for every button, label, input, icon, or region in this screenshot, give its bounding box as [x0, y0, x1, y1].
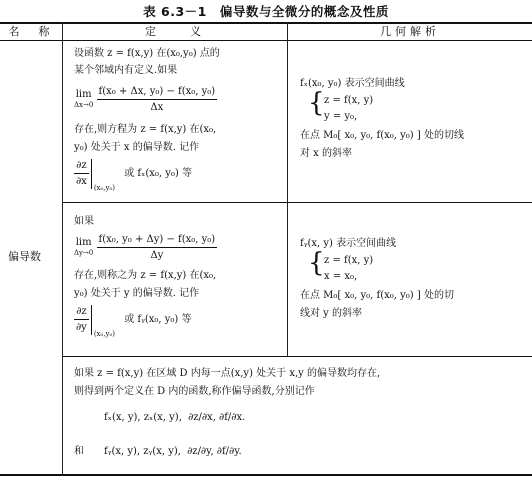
column-divider-2 [287, 22, 288, 356]
y-geo-line-3: 在点 M₀[ x₀, y₀, f(x₀, y₀) ] 处的切 [300, 290, 454, 301]
y-system-eq-2: x = x₀, [324, 271, 358, 282]
y-limit: lim Δy→0 [74, 236, 94, 257]
x-system-eq-2: y = y₀, [324, 111, 358, 122]
y-geo-line-1: fᵧ(x, y) 表示空间曲线 [300, 238, 397, 249]
full-line-1: 如果 z = f(x,y) 在区域 D 内每一点(x,y) 处关于 x,y 的偏导数均存在, [74, 368, 381, 379]
full-and-label: 和 [74, 446, 84, 457]
y-def-line-4: y₀) 处关于 y 的偏导数. 记作 [74, 288, 200, 299]
y-alt-notation: 或 fᵧ(x₀, y₀) 等 [124, 314, 192, 325]
x-def-line-1: 设函数 z = f(x,y) 在(x₀,y₀) 点的 [74, 48, 220, 59]
y-def-line-3: 存在,则称之为 z = f(x,y) 在(x₀, [74, 270, 217, 281]
row-rule-2 [62, 356, 532, 357]
y-partial-notation [74, 304, 192, 342]
x-def-line-5: y₀) 处关于 x 的偏导数. 记作 [74, 142, 200, 153]
x-system-brace: { [308, 88, 325, 118]
y-system-brace: { [308, 248, 325, 278]
x-partial-notation [74, 158, 192, 196]
x-geo-line-4: 对 x 的斜率 [300, 148, 352, 159]
y-eval-point: (x₀,y₀) [93, 330, 116, 338]
y-def-line-1: 如果 [74, 216, 94, 227]
column-divider-1 [62, 22, 63, 476]
row-rule-1 [62, 202, 532, 203]
x-system-eq-1: z = f(x, y) [324, 95, 374, 106]
y-partial-fraction: $\frac{\partial z}{\partial y}$ [76, 306, 87, 333]
x-limit: lim Δx→0 [74, 88, 94, 109]
y-limit-expression [74, 232, 217, 263]
bottom-rule [0, 474, 532, 476]
y-system-eq-1: z = f(x, y) [324, 255, 374, 266]
full-line-2: 则得到两个定义在 D 内的函数,称作偏导函数,分别记作 [74, 386, 315, 397]
x-eval-point: (x₀,y₀) [93, 184, 116, 192]
full-notation-y: fᵧ(x, y), zᵧ(x, y), ∂z/∂y, ∂f/∂y. [104, 446, 242, 457]
x-difference-quotient: $\frac{\text{f(x₀ + Δx, y₀) − f(x₀, y₀)}}{\Delta x}$ [98, 86, 216, 113]
x-alt-notation: 或 fₓ(x₀, y₀) 等 [124, 168, 192, 179]
x-def-line-4: 存在,则方程为 z = f(x,y) 在(x₀, [74, 124, 217, 135]
header-definition: 定 义 [145, 25, 205, 38]
x-def-line-2: 某个邻域内有定义.如果 [74, 65, 178, 76]
y-geo-line-4: 线对 y 的斜率 [300, 308, 363, 319]
x-geo-line-1: fₓ(x₀, y₀) 表示空间曲线 [300, 78, 405, 89]
header-rule [0, 40, 532, 41]
y-difference-quotient: $\frac{\text{f(x₀, y₀ + Δy) − f(x₀, y₀)}}{\Delta y}$ [98, 234, 216, 261]
header-geometry: 几何解析 [380, 25, 440, 38]
x-geo-line-3: 在点 M₀[ x₀, y₀, f(x₀, y₀) ] 处的切线 [300, 130, 464, 141]
header-name: 名 称 [8, 25, 54, 38]
full-notation-x: fₓ(x, y), zₓ(x, y), ∂z/∂x, ∂f/∂x. [104, 412, 246, 423]
row-label: 偏导数 [8, 250, 41, 263]
x-partial-fraction: $\frac{\partial z}{\partial x}$ [76, 160, 87, 187]
x-limit-expression [74, 84, 217, 115]
table-title: 表 6.3－1 偏导数与全微分的概念及性质 [143, 4, 389, 19]
